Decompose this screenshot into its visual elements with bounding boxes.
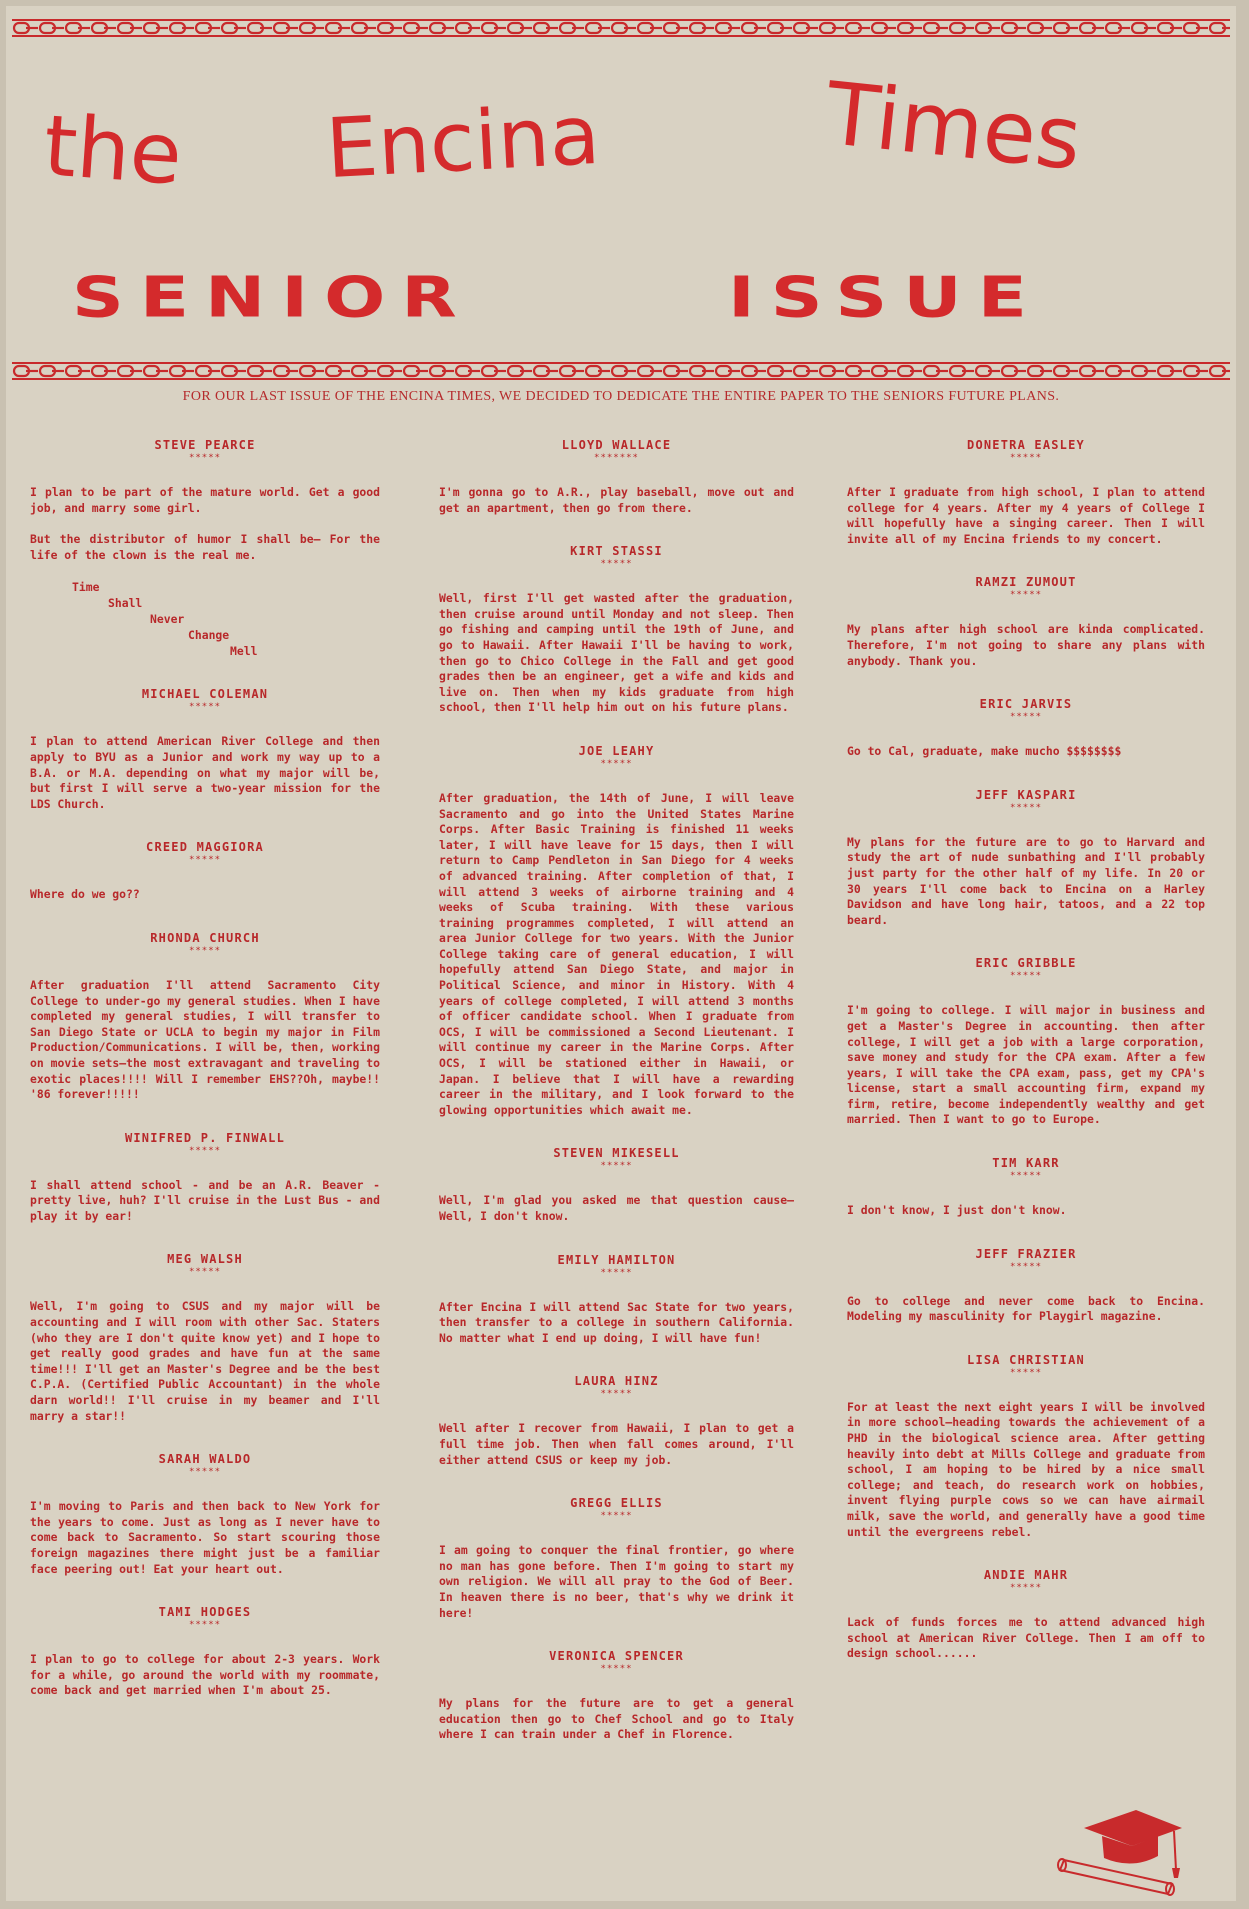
name-stars: ***** xyxy=(1009,1171,1043,1182)
senior-entry-veronica-spencer xyxy=(439,1649,794,1743)
plans-paragraph: Well, first I'll get wasted after the graduation, then cruise around until Monday and not sleep. Then go fishing and camping until the 19th of June, and go to Hawaii. After Hawaii I'll be having to work, then go to Chico College in the Fall and get good grades then be an engineer, get a wife and kids and live on. Then when my kids graduate from high school, then I'll help him out on his future plans. xyxy=(439,591,794,715)
masthead-encina: Encina xyxy=(323,87,603,198)
plans-paragraph: I'm going to college. I will major in business and get a Master's Degree in accounting. then after college, I will get a job with a large corporation, save money and study for the CPA exam. After a few years, I will take the CPA exam, pass, get my CPA's license, start a small accounting firm, expand my firm, retire, become independently wealthy and get married. Then I want to go to Europe. xyxy=(847,1003,1205,1127)
senior-entry-jeff-frazier xyxy=(847,1247,1205,1325)
senior-name: LISA CHRISTIAN xyxy=(967,1352,1085,1367)
senior-entry-sarah-waldo xyxy=(30,1452,380,1577)
plans-paragraph: I'm moving to Paris and then back to New York for the years to come. Just as long as I never have to come back to Sacramento. So start scouring those foreign magazines there might just be a familiar face peering out! Eat your heart out. xyxy=(30,1499,380,1576)
senior-entry-lloyd-wallace xyxy=(439,438,794,516)
poem-word: Never xyxy=(150,612,185,627)
poem-word: Mell xyxy=(230,644,258,659)
plans-paragraph: After graduation I'll attend Sacramento City College to under-go my general studies. When I have completed my general studies, I will transfer to San Diego State or UCLA to begin my major in Film Production/Communications. I will be, then, working on movie sets—the most extravagant and traveling to exotic places!!!! Will I remember EHS??Oh, maybe!! '86 forever!!!!! xyxy=(30,977,380,1102)
senior-name: MEG WALSH xyxy=(167,1252,243,1267)
senior-name: TAMI HODGES xyxy=(158,1605,252,1620)
senior-name: STEVE PEARCE xyxy=(154,438,256,452)
senior-entry-creed-maggiora xyxy=(30,840,380,903)
name-stars: ***** xyxy=(188,855,222,866)
plans-paragraph: For at least the next eight years I will be involved in more school—heading towards the achievement of a PHD in the biological science area. After getting heavily into debt at Mills College and graduate from school, I am hoping to be hired by a nice small college; and teach, do research work on hobbies, invent flying purple cows so we can have airmail milk, save the world, and generally have a good time until the evergreens rebel. xyxy=(847,1399,1205,1539)
poem-word: Shall xyxy=(108,596,143,611)
plans-paragraph: Where do we go?? xyxy=(30,887,140,902)
plans-paragraph: Well after I recover from Hawaii, I plan to get a full time job. Then when fall comes around, I'll either attend CSUS or keep my job. xyxy=(439,1421,794,1467)
plans-paragraph: After Encina I will attend Sac State for two years, then transfer to a college in southern California. No matter what I end up doing, I will have fun! xyxy=(439,1299,794,1345)
plans-paragraph: After graduation, the 14th of June, I will leave Sacramento and go into the United States Marine Corps. After Basic Training is finished 11 weeks later, I will have leave for 15 days, then I will return to Camp Pendleton in San Diego for 4 weeks of advanced training. After completion of that, I will attend 3 weeks of airborne training and 4 weeks of Scuba training. With these various training programmes completed, I will attend an area Junior College for two years. With the Junior College taking care of general education, I will hopefully attend San Diego State, and major in Political Science, and minor in History. With 4 years of college completed, I will attend 3 months of officer candidate school. When I graduate from OCS, I will be commissioned a Second Lieutenant. I will continue my career in the Marine Corps. After OCS, I will be stationed either in Hawaii, or Japan. I believe that I will have a rewarding career in the military, and I look forward to the glowing opportunities which await me. xyxy=(439,790,794,1117)
senior-plans-text xyxy=(439,1300,794,1347)
plans-paragraph: I plan to attend American River College and then apply to BYU as a Junior and work my way up to a B.A. or M.A. depending on what my major will be, but first I will serve a two-year mission for the LDS Church. xyxy=(30,734,380,811)
poem-word: Change xyxy=(188,628,230,643)
senior-plans-text xyxy=(847,1203,1205,1219)
name-stars: ***** xyxy=(1009,1583,1043,1594)
senior-entry-laura-hinz xyxy=(439,1374,794,1468)
senior-entry-steve-pearce xyxy=(30,438,380,659)
plans-paragraph: But the distributor of humor I shall be— For the life of the clown is the real me. xyxy=(30,532,380,562)
plans-paragraph: Go to Cal, graduate, make mucho $$$$$$$$ xyxy=(847,744,1122,759)
senior-plans-text xyxy=(847,835,1205,929)
senior-entry-tim-karr xyxy=(847,1156,1205,1219)
name-stars: ***** xyxy=(600,1664,633,1675)
name-stars: ***** xyxy=(1009,802,1043,813)
senior-name: RAMZI ZUMOUT xyxy=(975,575,1077,590)
senior-plans-text xyxy=(439,1543,794,1621)
senior-name: DONETRA EASLEY xyxy=(967,438,1085,452)
senior-name: CREED MAGGIORA xyxy=(146,840,264,855)
column-2 xyxy=(439,438,794,1771)
senior-entry-steven-mikesell xyxy=(439,1146,794,1224)
plans-paragraph: Lack of funds forces me to attend advanced high school at American River College. Then I am off to design school...... xyxy=(847,1615,1205,1661)
name-stars: ***** xyxy=(1009,712,1043,723)
bottom-chain-border-icon xyxy=(12,361,1230,381)
senior-name: ERIC JARVIS xyxy=(979,697,1073,712)
masthead xyxy=(36,63,1206,208)
senior-name: JEFF KASPARI xyxy=(975,787,1077,802)
senior-name: TIM KARR xyxy=(992,1156,1060,1171)
masthead-the: the xyxy=(40,96,186,204)
senior-plans-text xyxy=(439,1696,794,1743)
senior-plans-text xyxy=(439,485,794,516)
column-1 xyxy=(30,438,380,1727)
senior-name: GREGG ELLIS xyxy=(570,1496,663,1511)
name-stars: ***** xyxy=(188,1145,222,1156)
senior-entry-rhonda-church xyxy=(30,931,380,1103)
senior-plans-text xyxy=(30,1652,380,1699)
senior-name: WINIFRED P. FINWALL xyxy=(124,1130,286,1145)
senior-entry-meg-walsh xyxy=(30,1252,380,1424)
senior-entry-gregg-ellis xyxy=(439,1496,794,1621)
senior-plans-text xyxy=(439,1421,794,1468)
plans-paragraph: Well, I'm going to CSUS and my major will be accounting and I will room with other Sac. Staters (who they are I don't quite know yet) and I hope to get really good grades and have fun at the same time!!! I'll get an Master's Degree and be the best C.P.A. (Certified Public Accountant) in the whole darn world!! I'll cruise in my beamer and I'll marry a star!! xyxy=(30,1299,380,1423)
senior-plans-text xyxy=(30,1178,380,1225)
senior-entry-lisa-christian xyxy=(847,1353,1205,1540)
name-stars: ***** xyxy=(188,702,222,713)
senior-plans-text xyxy=(847,1294,1205,1325)
diploma-scroll-icon xyxy=(1058,1859,1174,1895)
plans-paragraph: I plan to go to college for about 2-3 years. Work for a while, go around the world with my roommate, come back and get married when I'm about 25. xyxy=(30,1652,380,1698)
top-chain-border-icon xyxy=(12,18,1230,38)
senior-entry-eric-gribble xyxy=(847,956,1205,1128)
newspaper-page xyxy=(6,6,1236,1901)
name-stars: ***** xyxy=(1009,453,1043,463)
senior-plans-text xyxy=(30,978,380,1103)
plans-paragraph: My plans after high school are kinda complicated. Therefore, I'm not going to share any plans with anybody. Thank you. xyxy=(847,622,1205,668)
staircase-poem xyxy=(30,579,380,659)
plans-paragraph: I plan to be part of the mature world. Get a good job, and marry some girl. xyxy=(30,485,380,515)
senior-name: JOE LEAHY xyxy=(578,743,655,758)
senior-entry-eric-jarvis xyxy=(847,697,1205,760)
senior-plans-text xyxy=(439,791,794,1118)
senior-plans-text xyxy=(847,744,1205,760)
issue-word-issue: ISSUE xyxy=(728,264,1043,330)
senior-entry-ramzi-zumout xyxy=(847,575,1205,669)
plans-paragraph: I'm gonna go to A.R., play baseball, move out and get an apartment, then go from there. xyxy=(439,485,794,515)
name-stars: ***** xyxy=(600,1161,633,1172)
graduation-cap-icon xyxy=(1054,1798,1194,1898)
senior-name: LLOYD WALLACE xyxy=(561,438,672,452)
senior-plans-text xyxy=(30,1299,380,1424)
issue-word-senior: SENIOR xyxy=(72,264,473,330)
plans-paragraph: I am going to conquer the final frontier, go where no man has gone before. Then I'm going to start my own religion. We will all pray to the God of Beer. In heaven there is no beer, that's why we drink it here! xyxy=(439,1543,794,1620)
senior-name: VERONICA SPENCER xyxy=(549,1649,684,1664)
plans-paragraph: I shall attend school - and be an A.R. Beaver - pretty live, huh? I'll cruise in the Lust Bus - and play it by ear! xyxy=(30,1177,380,1223)
senior-plans-text xyxy=(30,887,380,903)
senior-name: KIRT STASSI xyxy=(570,544,663,559)
senior-name: EMILY HAMILTON xyxy=(557,1252,676,1267)
plans-paragraph: Go to college and never come back to Encina. Modeling my masculinity for Playgirl magazine. xyxy=(847,1293,1205,1324)
senior-name: LAURA HINZ xyxy=(574,1374,659,1389)
plans-paragraph: My plans for the future are to go to Harvard and study the art of nude sunbathing and I'll probably just party for the other half of my life. In 20 or 30 years I'll come back to Encina on a Harley Davidson and have long hair, tatoos, and a 22 top beard. xyxy=(847,834,1205,927)
issue-title xyxy=(36,264,1206,334)
poem-word: Time xyxy=(72,580,100,595)
senior-entry-kirt-stassi xyxy=(439,544,794,716)
senior-name: ANDIE MAHR xyxy=(983,1568,1069,1583)
name-stars: ***** xyxy=(600,1267,633,1278)
name-stars: ***** xyxy=(1009,971,1043,982)
senior-name: SARAH WALDO xyxy=(158,1452,252,1467)
senior-plans-text xyxy=(847,1615,1205,1662)
senior-plans-text xyxy=(847,622,1205,669)
name-stars: ***** xyxy=(188,1620,222,1631)
plans-paragraph: After I graduate from high school, I plan to attend college for 4 years. After my 4 years of College I will hopefully have a singing career. Then I will invite all of my Encina friends to my concert. xyxy=(847,485,1205,546)
senior-entry-donetra-easley xyxy=(847,438,1205,547)
senior-name: RHONDA CHURCH xyxy=(150,930,260,945)
name-stars: ***** xyxy=(600,1389,633,1400)
column-3 xyxy=(847,438,1205,1690)
senior-plans-text xyxy=(439,591,794,716)
name-stars: ***** xyxy=(188,453,222,463)
name-stars: ***** xyxy=(1009,1261,1043,1272)
senior-plans-text xyxy=(30,734,380,812)
senior-entry-tami-hodges xyxy=(30,1605,380,1699)
name-stars: ***** xyxy=(1009,590,1043,601)
senior-name: MICHAEL COLEMAN xyxy=(141,687,269,702)
senior-entry-jeff-kaspari xyxy=(847,788,1205,929)
senior-entry-joe-leahy xyxy=(439,744,794,1118)
senior-name: STEVEN MIKESELL xyxy=(553,1146,680,1161)
name-stars: ***** xyxy=(1009,1367,1043,1378)
name-stars: ***** xyxy=(600,1511,633,1522)
senior-plans-text xyxy=(847,1400,1205,1540)
senior-name: ERIC GRIBBLE xyxy=(975,956,1077,971)
senior-name: JEFF FRAZIER xyxy=(975,1246,1077,1261)
senior-plans-text xyxy=(439,1193,794,1224)
senior-entry-emily-hamilton xyxy=(439,1253,794,1347)
dedication-line: FOR OUR LAST ISSUE OF THE ENCINA TIMES, WE DECIDED TO DEDICATE THE ENTIRE PAPER TO THE SENIORS FUTURE PLANS. xyxy=(182,389,1060,404)
senior-plans-text xyxy=(847,1003,1205,1128)
senior-plans-text xyxy=(847,485,1205,547)
name-stars: ***** xyxy=(188,1267,222,1278)
name-stars: ***** xyxy=(600,559,633,570)
senior-entry-andie-mahr xyxy=(847,1568,1205,1662)
senior-plans-text xyxy=(30,1499,380,1577)
senior-entry-michael-coleman xyxy=(30,687,380,812)
masthead-times: Times xyxy=(821,63,1086,191)
senior-entry-winifred-p-finwall xyxy=(30,1131,380,1225)
name-stars: ***** xyxy=(600,758,633,769)
senior-plans-text xyxy=(30,485,380,563)
plans-paragraph: Well, I'm glad you asked me that question cause—Well, I don't know. xyxy=(439,1193,794,1223)
name-stars: ******* xyxy=(594,453,639,463)
name-stars: ***** xyxy=(188,945,222,956)
plans-paragraph: I don't know, I just don't know. xyxy=(847,1203,1067,1218)
name-stars: ***** xyxy=(188,1467,222,1478)
plans-paragraph: My plans for the future are to get a general education then go to Chef School and go to Italy where I can train under a Chef in Florence. xyxy=(439,1696,794,1742)
